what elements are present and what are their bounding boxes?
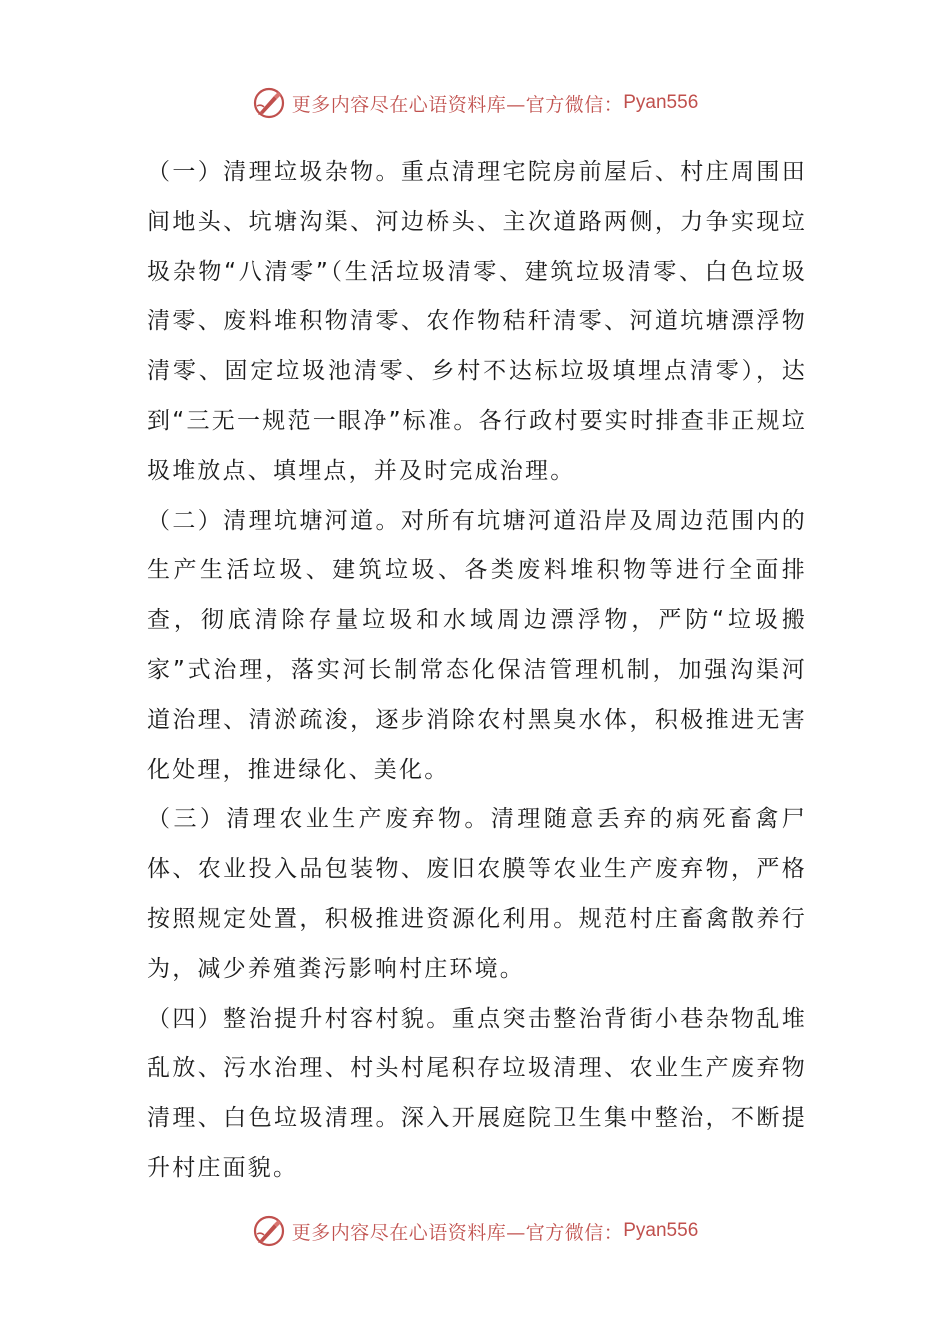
footer-site-text: 更多内容尽在心语资料库—官方微信： bbox=[291, 1221, 624, 1244]
paragraph-3: （三）清理农业生产废弃物。清理随意丢弃的病死畜禽尸体、农业投入品包装物、废旧农膜等农业生产废弃物，严格按照规定处置，积极推进资源化利用。规范村庄畜禽散养行为，减少养殖粪污影响村庄环境。 bbox=[147, 806, 807, 982]
footer-wechat-id: Pyan556 bbox=[623, 1220, 699, 1241]
paragraph-4: （四）整治提升村容村貌。重点突击整治背街小巷杂物乱堆乱放、污水治理、村头村尾积存垃圾清理、农业生产废弃物清理、白色垃圾清理。深入开展庭院卫生集中整治，不断提升村庄面貌。 bbox=[147, 1005, 807, 1181]
header-wechat-id: Pyan556 bbox=[623, 92, 699, 113]
header-banner bbox=[0, 86, 950, 120]
header-site-text: 更多内容尽在心语资料库—官方微信： bbox=[291, 93, 624, 116]
footer-banner bbox=[0, 1214, 950, 1248]
pen-logo-icon bbox=[252, 1214, 286, 1248]
paragraph-2: （二）清理坑塘河道。对所有坑塘河道沿岸及周边范围内的生产生活垃圾、建筑垃圾、各类废料堆积物等进行全面排查，彻底清除存量垃圾和水域周边漂浮物，严防“垃圾搬家”式治理，落实河长制常态化保洁管理机制，加强沟渠河道治理、清淤疏浚，逐步消除农村黑臭水体，积极推进无害化处理，推进绿化、美化。 bbox=[147, 507, 807, 783]
paragraph-1: （一）清理垃圾杂物。重点清理宅院房前屋后、村庄周围田间地头、坑塘沟渠、河边桥头、主次道路两侧，力争实现垃圾杂物“八清零”（生活垃圾清零、建筑垃圾清零、白色垃圾清零、废料堆积物清零、农作物秸秆清零、河道坑塘漂浮物清零、固定垃圾池清零、乡村不达标垃圾填埋点清零），达到“三无一规范一眼净”标准。各行政村要实时排查非正规垃圾堆放点、填埋点，并及时完成治理。 bbox=[147, 159, 807, 484]
document-body bbox=[147, 148, 807, 1194]
pen-logo-icon bbox=[252, 86, 286, 120]
